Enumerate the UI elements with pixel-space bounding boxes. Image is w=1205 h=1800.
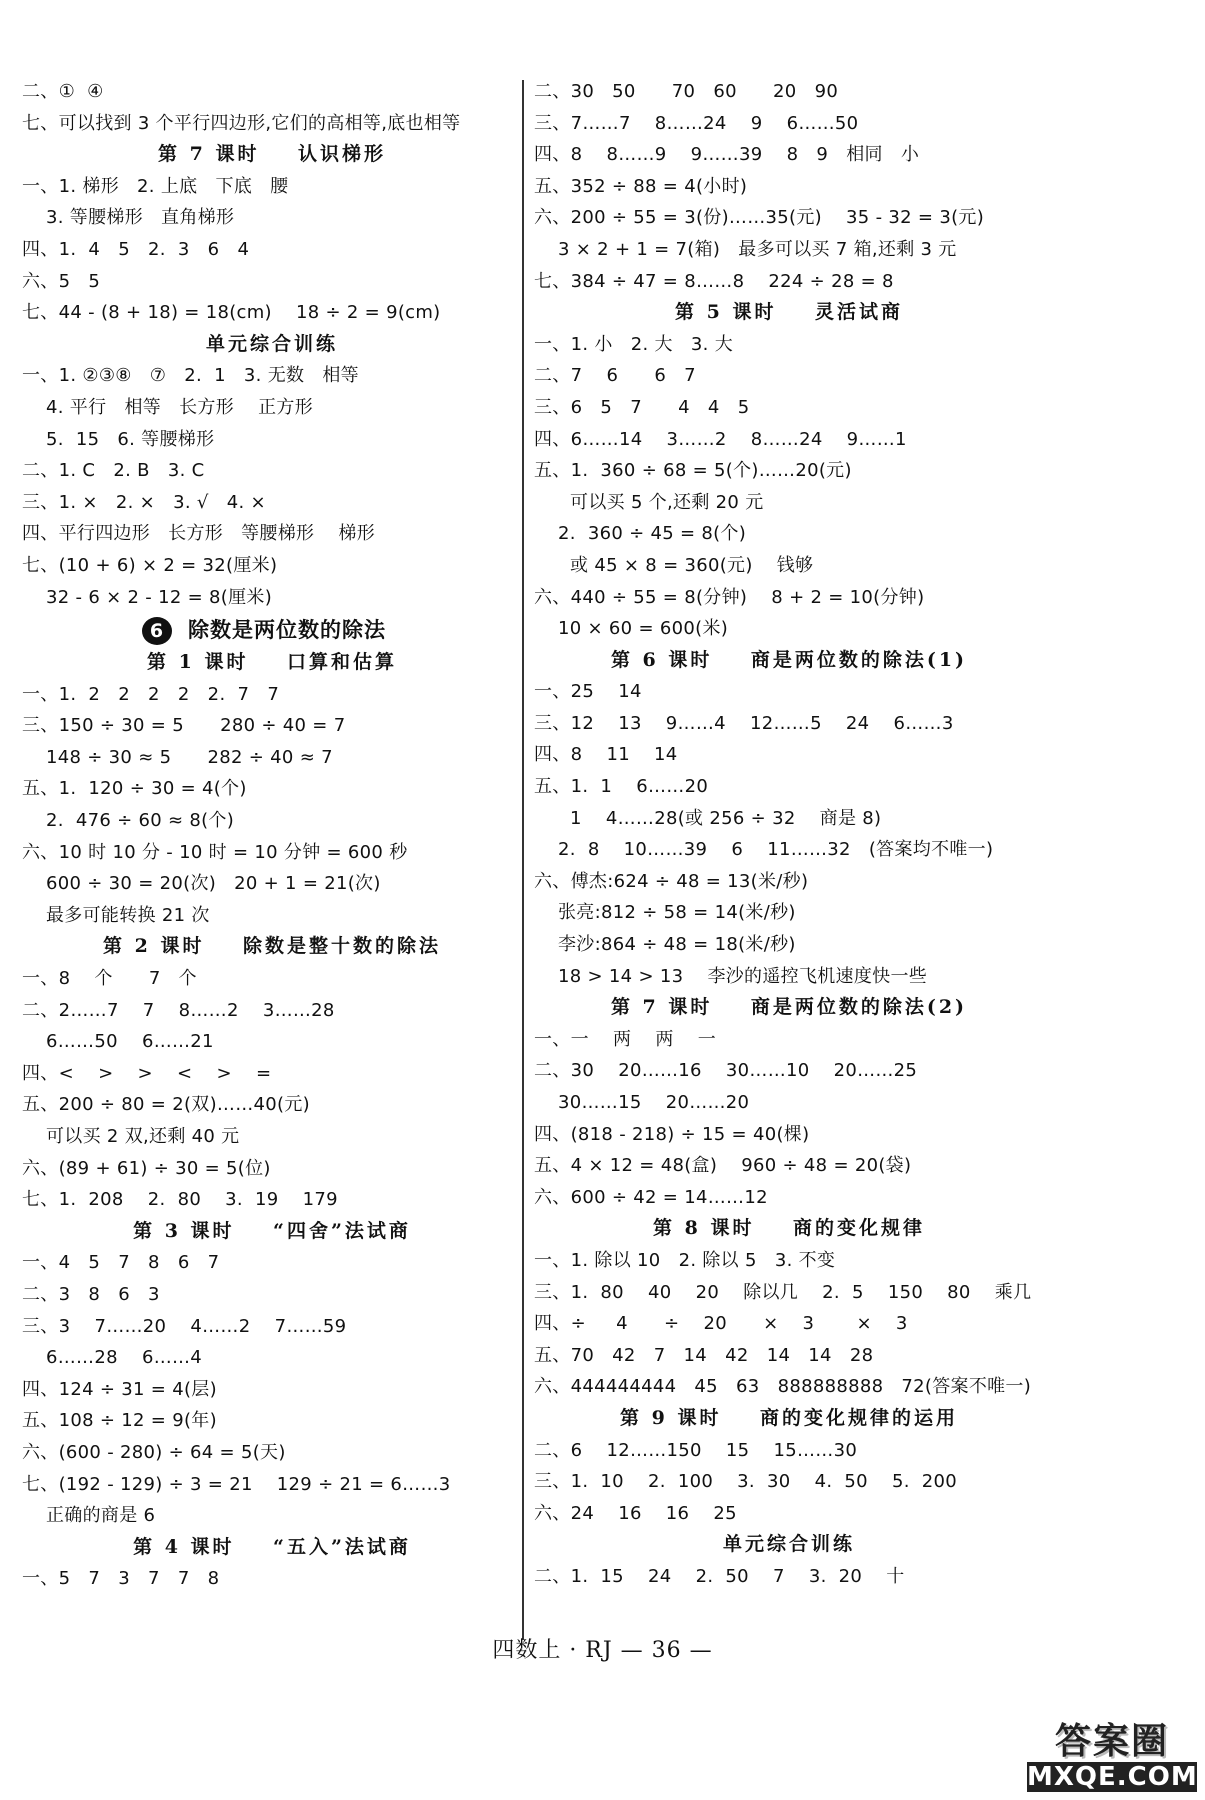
answer-line: 二、3 8 6 3 <box>22 1283 160 1305</box>
answer-line: 一、1. 小 2. 大 3. 大 <box>534 333 734 355</box>
answer-line: 二、1. C 2. B 3. C <box>22 460 205 482</box>
answer-line: 三、6 5 7 4 4 5 <box>534 396 750 418</box>
answer-line: 一、4 5 7 8 6 7 <box>22 1252 220 1274</box>
answer-line: 一、一 两 两 一 <box>534 1028 717 1050</box>
answer-line: 六、24 16 16 25 <box>534 1502 737 1524</box>
lesson-heading: 单元综合训练 <box>722 1533 855 1556</box>
answer-line: 148 ÷ 30 ≈ 5 282 ÷ 40 ≈ 7 <box>46 746 333 768</box>
answer-line: 五、1. 120 ÷ 30 = 4(个) <box>22 778 247 800</box>
answer-line: 四、1. 4 5 2. 3 6 4 <box>22 238 250 260</box>
answer-line: 五、4 × 12 = 48(盒) 960 ÷ 48 = 20(袋) <box>534 1155 912 1177</box>
answer-line: 六、10 时 10 分 - 10 时 = 10 分钟 = 600 秒 <box>22 841 408 863</box>
answer-line: 五、200 ÷ 80 = 2(双)……40(元) <box>22 1094 310 1116</box>
answer-line: 三、12 13 9……4 12……5 24 6……3 <box>534 712 954 734</box>
column-divider <box>522 80 524 1640</box>
answer-line: 六、200 ÷ 55 = 3(份)……35(元) 35 - 32 = 3(元) <box>534 207 985 229</box>
chapter-title <box>22 613 522 647</box>
answer-line: 30……15 20……20 <box>558 1092 750 1113</box>
answer-line: 四、(818 - 218) ÷ 15 = 40(棵) <box>534 1123 810 1145</box>
answer-line: 六、(600 - 280) ÷ 64 = 5(天) <box>22 1441 286 1463</box>
lesson-heading: 第 4 课时 “五入”法试商 <box>133 1535 411 1558</box>
lesson-heading: 第 5 课时 灵活试商 <box>675 301 903 324</box>
answer-line: 一、25 14 <box>534 681 642 703</box>
lesson-heading: 第 7 课时 认识梯形 <box>158 143 386 166</box>
answer-line: 四、8 8……9 9……39 8 9 相同 小 <box>534 144 920 166</box>
answer-line: 七、384 ÷ 47 = 8……8 224 ÷ 28 = 8 <box>534 270 894 292</box>
answer-line: 三、150 ÷ 30 = 5 280 ÷ 40 = 7 <box>22 715 346 737</box>
answer-line: 4. 平行 相等 长方形 正方形 <box>46 396 314 418</box>
answer-line: 2. 476 ÷ 60 ≈ 8(个) <box>46 810 235 832</box>
answer-line: 六、440 ÷ 55 = 8(分钟) 8 + 2 = 10(分钟) <box>534 586 925 608</box>
answer-line: 四、124 ÷ 31 = 4(层) <box>22 1378 217 1400</box>
answer-line: 或 45 × 8 = 360(元) 钱够 <box>558 554 814 576</box>
answer-line: 七、(192 - 129) ÷ 3 = 21 129 ÷ 21 = 6……3 <box>22 1473 451 1495</box>
answer-line: 三、1. 10 2. 100 3. 30 4. 50 5. 200 <box>534 1471 958 1493</box>
answer-line: 2. 360 ÷ 45 = 8(个) <box>558 523 747 545</box>
lesson-heading: 第 2 课时 除数是整十数的除法 <box>103 935 441 958</box>
answer-line: 五、108 ÷ 12 = 9(年) <box>22 1410 217 1432</box>
answer-line: 一、1. 梯形 2. 上底 下底 腰 <box>22 175 289 197</box>
answer-line: 三、1. × 2. × 3. √ 4. × <box>22 491 266 513</box>
lesson-heading: 单元综合训练 <box>205 332 338 355</box>
answer-line: 32 - 6 × 2 - 12 = 8(厘米) <box>46 586 273 608</box>
answer-line: 6……28 6……4 <box>46 1347 203 1369</box>
answer-line: 七、44 - (8 + 18) = 18(cm) 18 ÷ 2 = 9(cm) <box>22 302 441 324</box>
answer-line: 二、2……7 7 8……2 3……28 <box>22 999 335 1021</box>
lesson-heading: 第 3 课时 “四舍”法试商 <box>133 1219 411 1242</box>
chapter-title-text: 除数是两位数的除法 <box>188 618 386 643</box>
answer-line: 七、可以找到 3 个平行四边形,它们的高相等,底也相等 <box>22 112 461 134</box>
answer-line: 三、7……7 8……24 9 6……50 <box>534 112 859 134</box>
answer-line: 3 × 2 + 1 = 7(箱) 最多可以买 7 箱,还剩 3 元 <box>558 238 957 260</box>
lesson-heading: 第 7 课时 商是两位数的除法(2) <box>610 996 968 1019</box>
answer-line: 六、444444444 45 63 888888888 72(答案不唯一) <box>534 1376 1032 1398</box>
watermark-title: 答案圈 <box>1054 1721 1169 1762</box>
page-footer: 四数上 · RJ — 36 — <box>492 1638 713 1663</box>
lesson-heading: 第 8 课时 商的变化规律 <box>653 1217 925 1240</box>
answer-line: 3. 等腰梯形 直角梯形 <box>46 207 235 229</box>
answer-line: 二、30 50 70 60 20 90 <box>534 81 839 102</box>
answer-line: 5. 15 6. 等腰梯形 <box>46 428 215 450</box>
answer-line: 五、70 42 7 14 42 14 14 28 <box>534 1344 874 1366</box>
answer-line: 七、(10 + 6) × 2 = 32(厘米) <box>22 554 278 576</box>
answer-line: 六、(89 + 61) ÷ 30 = 5(位) <box>22 1157 271 1179</box>
answer-line: 四、÷ 4 ÷ 20 × 3 × 3 <box>534 1313 908 1335</box>
answer-line: 四、8 11 14 <box>534 744 678 766</box>
answer-line: 李沙:864 ÷ 48 = 18(米/秒) <box>558 934 796 956</box>
answer-line: 正确的商是 6 <box>46 1505 156 1527</box>
answer-line: 二、1. 15 24 2. 50 7 3. 20 十 <box>534 1565 905 1587</box>
answer-line: 一、8 个 7 个 <box>22 968 197 990</box>
answer-line: 二、6 12……150 15 15……30 <box>534 1439 858 1461</box>
answer-line: 四、平行四边形 长方形 等腰梯形 梯形 <box>22 523 376 545</box>
answer-line: 1 4……28(或 256 ÷ 32 商是 8) <box>558 807 882 829</box>
answer-line: 四、< > > < > = <box>22 1062 272 1084</box>
answer-line: 二、30 20……16 30……10 20……25 <box>534 1060 918 1082</box>
lesson-heading: 第 6 课时 商是两位数的除法(1) <box>610 648 968 671</box>
answer-line: 最多可能转换 21 次 <box>46 904 210 926</box>
answer-line: 六、5 5 <box>22 270 101 292</box>
answer-line: 三、1. 80 40 20 除以几 2. 5 150 80 乘几 <box>534 1281 1032 1303</box>
left-answer-column <box>22 76 522 1595</box>
answer-line: 六、傅杰:624 ÷ 48 = 13(米/秒) <box>534 870 809 892</box>
answer-line: 600 ÷ 30 = 20(次) 20 + 1 = 21(次) <box>46 873 381 895</box>
site-watermark-logo <box>1027 1722 1197 1794</box>
lesson-heading: 第 9 课时 商的变化规律的运用 <box>620 1406 958 1429</box>
answer-line: 四、6……14 3……2 8……24 9……1 <box>534 428 907 450</box>
answer-line: 一、1. 2 2 2 2 2. 7 7 <box>22 683 280 705</box>
chapter-number-badge: 6 <box>142 617 172 645</box>
answer-line: 张亮:812 ÷ 58 = 14(米/秒) <box>558 902 796 924</box>
right-answer-column <box>534 76 1044 1593</box>
answer-line: 二、① ④ <box>22 81 104 102</box>
answer-line: 五、352 ÷ 88 = 4(小时) <box>534 175 748 197</box>
answer-line: 二、7 6 6 7 <box>534 365 696 387</box>
answer-line: 可以买 2 双,还剩 40 元 <box>46 1126 240 1147</box>
answer-line: 五、1. 1 6……20 <box>534 776 709 798</box>
answer-line: 6……50 6……21 <box>46 1031 214 1053</box>
answer-line: 七、1. 208 2. 80 3. 19 179 <box>22 1189 338 1211</box>
answer-line: 10 × 60 = 600(米) <box>558 618 729 640</box>
answer-line: 一、1. ②③⑧ ⑦ 2. 1 3. 无数 相等 <box>22 365 359 387</box>
answer-line: 一、1. 除以 10 2. 除以 5 3. 不变 <box>534 1249 836 1271</box>
answer-line: 六、600 ÷ 42 = 14……12 <box>534 1186 768 1208</box>
answer-line: 2. 8 10……39 6 11……32 (答案均不唯一) <box>558 839 994 861</box>
answer-line: 三、3 7……20 4……2 7……59 <box>22 1315 347 1337</box>
answer-line: 可以买 5 个,还剩 20 元 <box>558 491 764 513</box>
answer-line: 一、5 7 3 7 7 8 <box>22 1568 220 1590</box>
lesson-heading: 第 1 课时 口算和估算 <box>147 651 397 674</box>
answer-line: 18 > 14 > 13 李沙的遥控飞机速度快一些 <box>558 965 928 987</box>
watermark-url: MXQE.COM <box>1027 1762 1198 1792</box>
answer-line: 五、1. 360 ÷ 68 = 5(个)……20(元) <box>534 460 852 482</box>
